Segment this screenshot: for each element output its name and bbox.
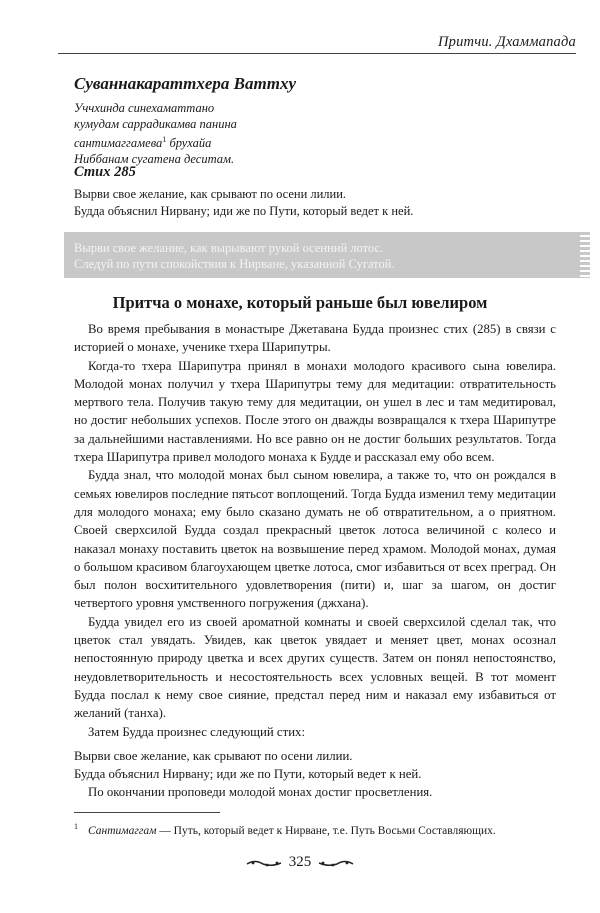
header-rule bbox=[58, 53, 576, 54]
footnote-term: Сантимаггам bbox=[88, 824, 157, 837]
parable-title: Притча о монахе, который раньше был ювелиром bbox=[112, 293, 488, 312]
footnote bbox=[74, 822, 556, 837]
paragraph: Во время пребывания в монастыре Джетавана Будда произнес стих (285) в связи с историей о монахе, ученике тхера Шарипутры. bbox=[74, 322, 556, 355]
page-number: 325 bbox=[288, 854, 312, 870]
ornament-right-icon bbox=[315, 858, 355, 868]
footnote-text: — Путь, который ведет к Нирване, т.е. Путь Восьми Составляющих. bbox=[156, 824, 496, 837]
verse-translation bbox=[74, 186, 413, 220]
highlight-box bbox=[64, 232, 582, 278]
paragraph: Будда увидел его из своей ароматной комнаты и своей сверхсилой сделал так, что цветок стал увядать. Увидев, как цветок увядает и меняет цвет, монах осознал непостоянную природу цветка и всех других существ. Затем он понял непостоянство, неудовлетворительность и несостоятельность всех условных вещей. В тот момент Будда послал к нему свое сияние, предстал перед ним и наказал ему избавиться от желаний (танха). bbox=[74, 614, 556, 721]
pali-line-text: сантимаггамева bbox=[74, 136, 163, 151]
page-number-block bbox=[0, 854, 600, 871]
highlight-line: Следуй по пути спокойствия к Нирване, указанной Сугатой. bbox=[74, 257, 395, 271]
verse-line: Будда объяснил Нирвану; иди же по Пути, который ведет к ней. bbox=[74, 204, 414, 218]
pali-line: кумудам саррадикамва панина bbox=[74, 117, 237, 131]
pali-line-suffix: брухайа bbox=[166, 136, 212, 151]
closing-paragraph: По окончании проповеди молодой монах достиг просветления. bbox=[88, 785, 433, 800]
verse-line: Вырви свое желание, как срывают по осени лилии. bbox=[74, 187, 347, 201]
running-head: Притчи. Дхаммапада bbox=[437, 34, 576, 50]
footnote-mark: 1 bbox=[74, 822, 78, 831]
body-text bbox=[74, 320, 556, 802]
section-title: Суваннакараттхера Ваттху bbox=[74, 74, 297, 93]
quote-line: Вырви свое желание, как срывают по осени лилии. bbox=[74, 748, 353, 763]
pali-line bbox=[74, 132, 237, 151]
torn-edge-decoration bbox=[580, 232, 590, 278]
paragraph: Когда-то тхера Шарипутра принял в монахи молодого красивого сына ювелира. Молодой монах получил у тхера Шарипутры тему для медитации: отвратительность мертвого тела. Получив такую тему для медитации, он ушел в лес и там медитировал, но достиг небольших успехов. После этого он дважды возвращался к тхера Шарипутре за дальнейшими наставлениями. Но все равно он не достиг больших результатов. Тогда тхера Шарипутра привел молодого монаха к Будде и рассказал ему обо всем. bbox=[74, 358, 556, 465]
pali-verse bbox=[74, 100, 237, 167]
ornament-left-icon bbox=[245, 858, 285, 868]
quote-line: Будда объяснил Нирвану; иди же по Пути, который ведет к ней. bbox=[74, 767, 422, 782]
footnote-rule bbox=[74, 812, 220, 813]
paragraph: Затем Будда произнес следующий стих: bbox=[88, 724, 305, 739]
paragraph: Будда знал, что молодой монах был сыном ювелира, а также то, что он рождался в семьях ювелиров последние пятьсот воплощений. Тогда Будда изменил тему медитации для молодого монаха; ему было сказано думать не об отвратительном, а о приятном. Своей сверхсилой Будда создал прекрасный цветок лотоса величиной с колесо и наказал монаху поставить цветок на возвышение перед храмом. Молодой монах, думая о большом красивом благоухающем цветке лотоса, смог избавиться от всех преград. Он был полон восхитительного удовлетворения (пити) и, шаг за шагом, он достиг четвертого уровня умственного погружения (джхана). bbox=[74, 468, 556, 611]
highlight-line: Вырви свое желание, как вырывают рукой осенний лотос. bbox=[74, 241, 384, 255]
verse-number: Стих 285 bbox=[74, 164, 136, 180]
pali-line: Ниббанам сугатена деситам. bbox=[74, 152, 235, 167]
footnote-marker[interactable]: 1 bbox=[162, 135, 167, 144]
pali-line: Уччхинда синехаматтано bbox=[74, 101, 215, 115]
